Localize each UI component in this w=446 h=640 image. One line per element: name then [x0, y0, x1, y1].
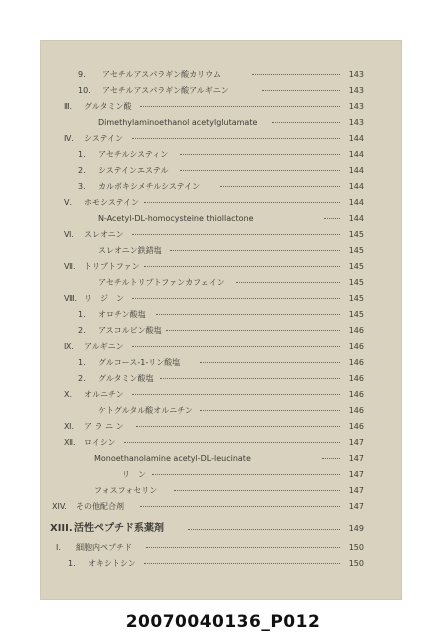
toc-row: [40, 355, 402, 371]
toc-page-number: 146: [348, 422, 364, 431]
leader-dots: [144, 563, 340, 564]
leader-dots: [132, 234, 340, 235]
toc-page-number: 150: [348, 543, 364, 552]
toc-row: [40, 467, 402, 483]
toc-number: Ⅰ.: [56, 543, 61, 552]
toc-row: [40, 435, 402, 451]
toc-title: リ ン: [122, 470, 146, 479]
toc-page-number: 146: [348, 374, 364, 383]
toc-row: [40, 499, 402, 515]
toc-page-number: 147: [348, 486, 364, 495]
toc-number: 2.: [78, 166, 86, 175]
toc-row: [40, 179, 402, 195]
leader-dots: [132, 298, 340, 299]
toc-number: 1.: [78, 310, 86, 319]
toc-title: その他配合剤: [76, 502, 124, 511]
leader-dots: [170, 250, 340, 251]
leader-dots: [272, 122, 340, 123]
toc-title: アルギニン: [84, 342, 124, 351]
toc-title: N-Acetyl-DL-homocysteine thiollactone: [98, 214, 254, 223]
toc-title: オキシトシン: [88, 559, 136, 568]
leader-dots: [144, 202, 340, 203]
toc-title: システイン: [84, 134, 124, 143]
leader-dots: [166, 330, 340, 331]
toc-title: Monoethanolamine acetyl-DL-leucinate: [94, 454, 251, 463]
toc-row: [40, 419, 402, 435]
toc-row: [40, 291, 402, 307]
toc-page-number: 144: [348, 134, 364, 143]
toc-title: フォスフォセリン: [94, 486, 158, 495]
leader-dots: [180, 170, 340, 171]
leader-dots: [252, 74, 340, 75]
toc-page-number: 145: [348, 246, 364, 255]
leader-dots: [200, 410, 340, 411]
toc-page-number: 147: [348, 454, 364, 463]
leader-dots: [160, 378, 340, 379]
leader-dots: [156, 314, 340, 315]
leader-dots: [220, 186, 340, 187]
toc-title: グルタミン酸塩: [98, 374, 154, 383]
image-caption: 20070040136_P012: [125, 612, 321, 632]
toc-row: [40, 243, 402, 259]
toc-page-number: 146: [348, 406, 364, 415]
toc-title: ケトグルタル酸オルニチン: [98, 406, 193, 415]
toc-row: [40, 323, 402, 339]
toc-page-number: 144: [348, 166, 364, 175]
table-of-contents: [40, 40, 402, 600]
toc-number: Ⅵ.: [64, 230, 74, 239]
toc-title: アセチルアスパラギン酸カリウム: [102, 70, 222, 79]
toc-page-number: 144: [348, 150, 364, 159]
toc-row: [40, 211, 402, 227]
leader-dots: [132, 138, 340, 139]
toc-page-number: 144: [348, 182, 364, 191]
toc-title: システインエステル: [98, 166, 169, 175]
toc-page-number: 146: [348, 326, 364, 335]
toc-row: [40, 131, 402, 147]
toc-row: [40, 83, 402, 99]
toc-page-number: 145: [348, 278, 364, 287]
toc-page-number: 144: [348, 198, 364, 207]
toc-title: オロチン酸塩: [98, 310, 146, 319]
toc-row: [40, 339, 402, 355]
toc-number: 1.: [78, 358, 86, 367]
toc-number: Ⅴ.: [64, 198, 73, 207]
toc-number: 2.: [78, 374, 86, 383]
toc-number: Ⅺ.: [64, 422, 75, 431]
toc-page-number: 146: [348, 390, 364, 399]
toc-page-number: 143: [348, 118, 364, 127]
toc-page-number: 146: [348, 358, 364, 367]
toc-number: 9.: [78, 70, 86, 79]
scanned-page: [40, 40, 402, 600]
leader-dots: [174, 490, 340, 491]
toc-number: Ⅻ.: [64, 438, 76, 447]
toc-row: [40, 259, 402, 275]
toc-number: Ⅷ.: [64, 294, 78, 303]
toc-page-number: 145: [348, 262, 364, 271]
toc-row: [40, 195, 402, 211]
toc-row: [40, 540, 402, 556]
toc-title: アセチルトリプトファンカフェイン: [98, 278, 225, 287]
toc-page-number: 147: [348, 502, 364, 511]
leader-dots: [124, 442, 340, 443]
toc-page-number: 147: [348, 470, 364, 479]
toc-number: 10.: [78, 86, 91, 95]
toc-row: [40, 163, 402, 179]
toc-page-number: 149: [348, 524, 364, 533]
toc-row: [40, 371, 402, 387]
toc-number: 2.: [78, 326, 86, 335]
toc-page-number: 143: [348, 102, 364, 111]
toc-row: [40, 556, 402, 572]
leader-dots: [144, 266, 340, 267]
leader-dots: [136, 426, 340, 427]
toc-title: ホモシステイン: [84, 198, 140, 207]
toc-number: 1.: [68, 559, 76, 568]
toc-title: グルタミン酸: [84, 102, 132, 111]
toc-page-number: 145: [348, 310, 364, 319]
toc-number: Ⅳ.: [64, 134, 74, 143]
toc-number: XIV.: [52, 502, 67, 511]
toc-page-number: 150: [348, 559, 364, 568]
toc-row: [40, 147, 402, 163]
toc-title: 活性ペプチド系薬剤: [74, 523, 164, 534]
toc-number: 3.: [78, 182, 86, 191]
toc-title: ア ラ ニ ン: [84, 422, 124, 431]
toc-title: カルボキシメチルシステイン: [98, 182, 201, 191]
toc-row: [40, 99, 402, 115]
toc-row: [40, 451, 402, 467]
leader-dots: [132, 394, 340, 395]
leader-dots: [140, 506, 340, 507]
toc-number: Ⅲ.: [64, 102, 73, 111]
toc-row: [40, 483, 402, 499]
leader-dots: [262, 90, 340, 91]
toc-title: スレオニン鉄錯塩: [98, 246, 162, 255]
toc-page-number: 144: [348, 214, 364, 223]
leader-dots: [322, 458, 340, 459]
toc-title: オルニチン: [84, 390, 124, 399]
toc-title: スレオニン: [84, 230, 124, 239]
toc-title: トリプトファン: [84, 262, 140, 271]
toc-number: Ⅸ.: [64, 342, 74, 351]
toc-section-heading: [40, 519, 402, 539]
toc-number: 1.: [78, 150, 86, 159]
leader-dots: [140, 106, 340, 107]
toc-title: アスコルビン酸塩: [98, 326, 162, 335]
leader-dots: [188, 529, 340, 530]
toc-page-number: 146: [348, 342, 364, 351]
toc-title: アセチルアスパラギン酸アルギニン: [102, 86, 229, 95]
leader-dots: [146, 547, 340, 548]
leader-dots: [236, 282, 340, 283]
toc-row: [40, 387, 402, 403]
toc-page-number: 145: [348, 230, 364, 239]
leader-dots: [132, 346, 340, 347]
toc-row: [40, 67, 402, 83]
toc-row: [40, 275, 402, 291]
toc-row: [40, 227, 402, 243]
toc-row: [40, 115, 402, 131]
leader-dots: [152, 474, 340, 475]
toc-row: [40, 403, 402, 419]
toc-title: 細胞内ペプチド: [76, 543, 132, 552]
toc-page-number: 143: [348, 86, 364, 95]
toc-number: Ⅶ.: [64, 262, 76, 271]
leader-dots: [324, 218, 340, 219]
toc-page-number: 145: [348, 294, 364, 303]
toc-title: Dimethylaminoethanol acetylglutamate: [98, 118, 258, 127]
leader-dots: [180, 154, 340, 155]
toc-number: XIII.: [50, 523, 73, 534]
toc-title: ロイシン: [84, 438, 116, 447]
toc-number: Ⅹ.: [64, 390, 73, 399]
toc-row: [40, 307, 402, 323]
toc-title: グルコース-1-リン酸塩: [98, 358, 181, 367]
toc-title: リ ジ ン: [84, 294, 124, 303]
toc-page-number: 147: [348, 438, 364, 447]
toc-page-number: 143: [348, 70, 364, 79]
leader-dots: [200, 362, 340, 363]
toc-title: アセチルシスティン: [98, 150, 169, 159]
